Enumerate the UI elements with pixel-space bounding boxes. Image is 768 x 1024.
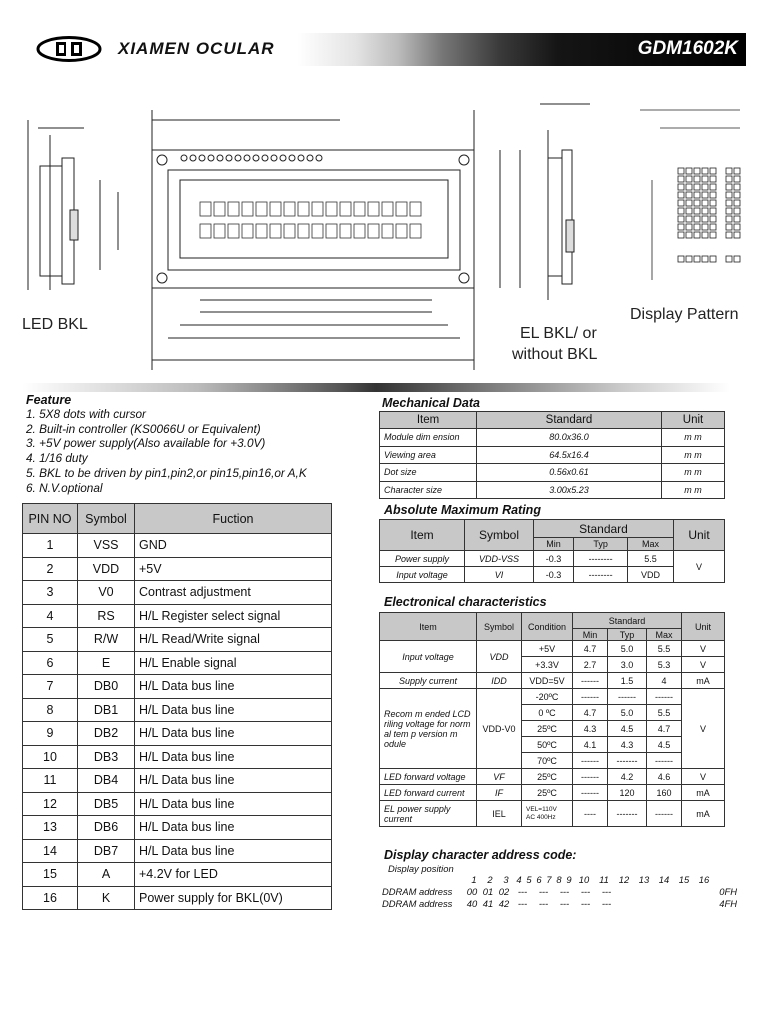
ele-unit: mA bbox=[682, 785, 725, 801]
ele-typ: 120 bbox=[608, 785, 647, 801]
position-number: 13 bbox=[638, 874, 650, 885]
pin-function: Contrast adjustment bbox=[135, 581, 332, 605]
table-row bbox=[23, 628, 332, 652]
ele-min: 2.7 bbox=[573, 657, 608, 673]
ele-max: 160 bbox=[646, 785, 681, 801]
ddram-row-1 bbox=[382, 886, 737, 897]
position-number: 11 bbox=[599, 874, 609, 885]
ele-item: Supply current bbox=[380, 673, 477, 689]
abs-standard-header: Standard bbox=[534, 520, 674, 538]
ele-max: ------ bbox=[646, 753, 681, 769]
table-row bbox=[380, 429, 725, 447]
ddram-address: --- bbox=[601, 898, 612, 909]
ele-symbol: IEL bbox=[477, 801, 522, 827]
table-row bbox=[23, 745, 332, 769]
table-row bbox=[380, 464, 725, 482]
position-number: 9 bbox=[566, 874, 572, 885]
ele-max-header: Max bbox=[646, 629, 681, 641]
position-number: 7 bbox=[546, 874, 552, 885]
pin-number: 6 bbox=[23, 651, 78, 675]
abs-min-header: Min bbox=[534, 538, 574, 551]
table-row bbox=[380, 689, 725, 705]
ele-min: ------ bbox=[573, 689, 608, 705]
table-row bbox=[380, 769, 725, 785]
mechanical-table bbox=[379, 411, 725, 499]
ele-typ: 5.0 bbox=[608, 705, 647, 721]
ddram-address: --- bbox=[517, 886, 528, 897]
ele-unit: V bbox=[682, 641, 725, 657]
mech-unit: m m bbox=[662, 481, 725, 499]
mech-unit: m m bbox=[662, 464, 725, 482]
pin-number: 9 bbox=[23, 722, 78, 746]
abs-max-header: Max bbox=[628, 538, 674, 551]
mech-item: Dot size bbox=[380, 464, 477, 482]
abs-item: Power supply bbox=[380, 551, 465, 567]
ele-condition: VDD=5V bbox=[522, 673, 573, 689]
pin-function: GND bbox=[135, 534, 332, 558]
pin-symbol: E bbox=[78, 651, 135, 675]
feature-list bbox=[26, 407, 307, 495]
abs-max: 5.5 bbox=[628, 551, 674, 567]
pin-symbol: R/W bbox=[78, 628, 135, 652]
table-row bbox=[23, 792, 332, 816]
ddram-address: 00 bbox=[466, 886, 478, 897]
header-banner bbox=[22, 33, 746, 66]
ele-symbol: VDD-V0 bbox=[477, 689, 522, 769]
pin-symbol: A bbox=[78, 863, 135, 887]
mechanical-title: Mechanical Data bbox=[382, 396, 480, 410]
position-number: 2 bbox=[487, 874, 493, 885]
ddram-label: DDRAM address bbox=[382, 898, 453, 909]
table-row bbox=[23, 698, 332, 722]
mechanical-drawing bbox=[0, 80, 768, 380]
ddram-address: --- bbox=[559, 898, 570, 909]
table-row bbox=[23, 651, 332, 675]
symbol-header: Symbol bbox=[78, 504, 135, 534]
table-row bbox=[380, 567, 725, 583]
mech-item: Character size bbox=[380, 481, 477, 499]
pin-function: H/L Data bus line bbox=[135, 698, 332, 722]
position-number: 10 bbox=[578, 874, 590, 885]
pin-number: 10 bbox=[23, 745, 78, 769]
pin-number: 2 bbox=[23, 557, 78, 581]
ele-max: 5.3 bbox=[646, 657, 681, 673]
ele-symbol: VDD bbox=[477, 641, 522, 673]
ele-typ-header: Typ bbox=[608, 629, 647, 641]
ele-unit: V bbox=[682, 657, 725, 673]
led-bkl-label: LED BKL bbox=[22, 316, 88, 333]
pin-symbol: DB0 bbox=[78, 675, 135, 699]
ele-symbol: IDD bbox=[477, 673, 522, 689]
ele-condition: 25ºC bbox=[522, 721, 573, 737]
pin-number: 3 bbox=[23, 581, 78, 605]
absolute-title: Absolute Maximum Rating bbox=[384, 503, 541, 517]
abs-item: Input voltage bbox=[380, 567, 465, 583]
table-row bbox=[23, 863, 332, 887]
ele-symbol: VF bbox=[477, 769, 522, 785]
table-row bbox=[380, 551, 725, 567]
pin-symbol: DB4 bbox=[78, 769, 135, 793]
pin-function: H/L Data bus line bbox=[135, 792, 332, 816]
standard-header: Standard bbox=[477, 412, 662, 429]
ddram-address: --- bbox=[559, 886, 570, 897]
ele-min: 4.7 bbox=[573, 641, 608, 657]
table-row bbox=[380, 446, 725, 464]
position-number: 8 bbox=[556, 874, 562, 885]
electrical-table bbox=[379, 612, 725, 827]
pin-function: +4.2V for LED bbox=[135, 863, 332, 887]
position-row bbox=[466, 874, 714, 885]
abs-item-header: Item bbox=[380, 520, 465, 551]
abs-min: -0.3 bbox=[534, 551, 574, 567]
table-row bbox=[380, 481, 725, 499]
table-row bbox=[23, 557, 332, 581]
position-number: 14 bbox=[658, 874, 670, 885]
pin-number: 12 bbox=[23, 792, 78, 816]
ele-max: 4.5 bbox=[646, 737, 681, 753]
pin-symbol: K bbox=[78, 886, 135, 910]
ele-item: Input voltage bbox=[380, 641, 477, 673]
pin-symbol: DB5 bbox=[78, 792, 135, 816]
display-position-label: Display position bbox=[388, 863, 454, 874]
ele-item: LED forward current bbox=[380, 785, 477, 801]
table-row bbox=[23, 581, 332, 605]
ele-typ: 3.0 bbox=[608, 657, 647, 673]
pin-number: 1 bbox=[23, 534, 78, 558]
position-number: 1 bbox=[471, 874, 477, 885]
feature-item: 2. Built-in controller (KS0066U or Equivalent) bbox=[26, 421, 261, 436]
ddram-address: 42 bbox=[498, 898, 510, 909]
ele-min: ------ bbox=[573, 785, 608, 801]
table-row bbox=[380, 801, 725, 827]
ele-typ: 4.5 bbox=[608, 721, 647, 737]
function-header: Fuction bbox=[135, 504, 332, 534]
pin-number: 15 bbox=[23, 863, 78, 887]
position-number: 16 bbox=[698, 874, 710, 885]
ddram-address: 0FH bbox=[719, 886, 737, 897]
pin-function: H/L Data bus line bbox=[135, 769, 332, 793]
table-row bbox=[380, 641, 725, 657]
pin-number: 8 bbox=[23, 698, 78, 722]
table-row bbox=[23, 769, 332, 793]
mech-value: 64.5x16.4 bbox=[477, 446, 662, 464]
mech-value: 3.00x5.23 bbox=[477, 481, 662, 499]
ele-max: 4.7 bbox=[646, 721, 681, 737]
abs-symbol: VDD-VSS bbox=[465, 551, 534, 567]
ele-max: 5.5 bbox=[646, 705, 681, 721]
ele-max: 5.5 bbox=[646, 641, 681, 657]
table-row bbox=[23, 604, 332, 628]
address-title: Display character address code: bbox=[384, 848, 577, 862]
ele-symbol-header: Symbol bbox=[477, 613, 522, 641]
ele-condition: 70ºC bbox=[522, 753, 573, 769]
feature-item: 1. 5X8 dots with cursor bbox=[26, 407, 146, 421]
pin-number: 4 bbox=[23, 604, 78, 628]
pin-number: 7 bbox=[23, 675, 78, 699]
abs-symbol: VI bbox=[465, 567, 534, 583]
position-number: 4 bbox=[516, 874, 522, 885]
abs-min: -0.3 bbox=[534, 567, 574, 583]
pin-number: 16 bbox=[23, 886, 78, 910]
ele-typ: 4.2 bbox=[608, 769, 647, 785]
ele-unit: mA bbox=[682, 801, 725, 827]
feature-item: 4. 1/16 duty bbox=[26, 451, 88, 466]
ele-min: ------ bbox=[573, 753, 608, 769]
ele-min: 4.7 bbox=[573, 705, 608, 721]
ele-typ: 5.0 bbox=[608, 641, 647, 657]
ele-item: Recom m ended LCD riling voltage for norm al tem p version m odule bbox=[380, 689, 477, 769]
feature-item: 6. N.V.optional bbox=[26, 480, 103, 495]
mech-item: Module dim ension bbox=[380, 429, 477, 447]
position-number: 3 bbox=[503, 874, 509, 885]
ele-condition: VEL=110V bbox=[526, 805, 557, 813]
model-number: GDM1602K bbox=[637, 38, 738, 59]
abs-unit-header: Unit bbox=[674, 520, 725, 551]
position-number: 15 bbox=[678, 874, 690, 885]
pin-function: H/L Data bus line bbox=[135, 675, 332, 699]
pin-function: H/L Data bus line bbox=[135, 839, 332, 863]
table-row bbox=[380, 785, 725, 801]
table-row bbox=[23, 886, 332, 910]
ddram-address: 02 bbox=[498, 886, 510, 897]
pin-number: 13 bbox=[23, 816, 78, 840]
ele-item: EL power supply current bbox=[380, 801, 477, 827]
pin-number: 14 bbox=[23, 839, 78, 863]
position-number: 12 bbox=[618, 874, 630, 885]
divider-bar bbox=[22, 383, 730, 392]
ele-typ: 4.3 bbox=[608, 737, 647, 753]
ddram-address: 01 bbox=[482, 886, 494, 897]
table-row bbox=[23, 839, 332, 863]
table-row bbox=[23, 722, 332, 746]
mech-value: 80.0x36.0 bbox=[477, 429, 662, 447]
mech-unit: m m bbox=[662, 429, 725, 447]
item-header: Item bbox=[380, 412, 477, 429]
ele-min: ---- bbox=[573, 801, 608, 827]
ele-min-header: Min bbox=[573, 629, 608, 641]
abs-unit: V bbox=[674, 551, 725, 583]
display-pattern-label: Display Pattern bbox=[630, 306, 739, 323]
pin-function: H/L Data bus line bbox=[135, 722, 332, 746]
pin-symbol: V0 bbox=[78, 581, 135, 605]
pin-no-header: PIN NO bbox=[23, 504, 78, 534]
pin-function: H/L Read/Write signal bbox=[135, 628, 332, 652]
ele-item: LED forward voltage bbox=[380, 769, 477, 785]
table-row bbox=[380, 673, 725, 689]
table-row bbox=[23, 675, 332, 699]
ele-condition: +5V bbox=[522, 641, 573, 657]
pin-symbol: VSS bbox=[78, 534, 135, 558]
ddram-address: --- bbox=[538, 886, 549, 897]
ele-typ: 1.5 bbox=[608, 673, 647, 689]
ddram-address: 4FH bbox=[719, 898, 737, 909]
feature-item: 3. +5V power supply(Also available for +3.0V) bbox=[26, 436, 266, 451]
company-logo-icon bbox=[36, 36, 102, 62]
ddram-row-2 bbox=[382, 898, 737, 909]
ele-unit: V bbox=[682, 769, 725, 785]
ele-typ: ------- bbox=[608, 753, 647, 769]
ele-max: 4 bbox=[646, 673, 681, 689]
ele-min: ------ bbox=[573, 673, 608, 689]
ddram-address: 40 bbox=[466, 898, 478, 909]
ele-unit: V bbox=[682, 689, 725, 769]
pin-function: +5V bbox=[135, 557, 332, 581]
pin-symbol: DB6 bbox=[78, 816, 135, 840]
ddram-address: 41 bbox=[482, 898, 494, 909]
pin-symbol: DB1 bbox=[78, 698, 135, 722]
pin-function: H/L Data bus line bbox=[135, 816, 332, 840]
ele-min: 4.1 bbox=[573, 737, 608, 753]
pin-table bbox=[22, 503, 332, 910]
ele-condition: -20ºC bbox=[522, 689, 573, 705]
ele-typ: ------ bbox=[608, 689, 647, 705]
pin-function: H/L Enable signal bbox=[135, 651, 332, 675]
position-number: 6 bbox=[536, 874, 542, 885]
company-name: XIAMEN OCULAR bbox=[118, 39, 275, 58]
el-bkl-label-2: without BKL bbox=[512, 346, 598, 363]
position-number: 5 bbox=[526, 874, 532, 885]
electrical-title: Electronical characteristics bbox=[384, 595, 547, 609]
ele-standard-header: Standard bbox=[573, 613, 682, 629]
ele-symbol: IF bbox=[477, 785, 522, 801]
ddram-address: --- bbox=[601, 886, 612, 897]
abs-max: VDD bbox=[628, 567, 674, 583]
feature-title: Feature bbox=[26, 393, 72, 407]
ele-max: ------ bbox=[646, 801, 681, 827]
ddram-address: --- bbox=[538, 898, 549, 909]
pin-symbol: DB3 bbox=[78, 745, 135, 769]
ddram-label: DDRAM address bbox=[382, 886, 453, 897]
pin-function: H/L Data bus line bbox=[135, 745, 332, 769]
pin-function: H/L Register select signal bbox=[135, 604, 332, 628]
el-bkl-label-1: EL BKL/ or bbox=[520, 325, 597, 342]
ele-max: ------ bbox=[646, 689, 681, 705]
pin-symbol: DB2 bbox=[78, 722, 135, 746]
ele-unit: mA bbox=[682, 673, 725, 689]
ele-min: 4.3 bbox=[573, 721, 608, 737]
ele-unit-header: Unit bbox=[682, 613, 725, 641]
table-row bbox=[23, 534, 332, 558]
ele-typ: ------- bbox=[608, 801, 647, 827]
table-row bbox=[23, 816, 332, 840]
pin-number: 5 bbox=[23, 628, 78, 652]
feature-item: 5. BKL to be driven by pin1,pin2,or pin15,pin16,or A,K bbox=[26, 465, 307, 480]
ele-condition: 0 ºC bbox=[522, 705, 573, 721]
ele-min: ------ bbox=[573, 769, 608, 785]
mech-value: 0.56x0.61 bbox=[477, 464, 662, 482]
pin-number: 11 bbox=[23, 769, 78, 793]
abs-typ: -------- bbox=[574, 567, 628, 583]
ele-condition-header: Condition bbox=[522, 613, 573, 641]
ele-item-header: Item bbox=[380, 613, 477, 641]
ele-condition: 25ºC bbox=[522, 785, 573, 801]
ddram-address: --- bbox=[517, 898, 528, 909]
ele-condition: +3.3V bbox=[522, 657, 573, 673]
ddram-address: --- bbox=[580, 886, 591, 897]
unit-header: Unit bbox=[662, 412, 725, 429]
pin-symbol: RS bbox=[78, 604, 135, 628]
pin-function: Power supply for BKL(0V) bbox=[135, 886, 332, 910]
abs-typ: -------- bbox=[574, 551, 628, 567]
abs-symbol-header: Symbol bbox=[465, 520, 534, 551]
mech-item: Viewing area bbox=[380, 446, 477, 464]
ele-condition: 50ºC bbox=[522, 737, 573, 753]
ele-max: 4.6 bbox=[646, 769, 681, 785]
ddram-address: --- bbox=[580, 898, 591, 909]
ele-condition: 25ºC bbox=[522, 769, 573, 785]
mech-unit: m m bbox=[662, 446, 725, 464]
absolute-table bbox=[379, 519, 725, 583]
abs-typ-header: Typ bbox=[574, 538, 628, 551]
pin-symbol: DB7 bbox=[78, 839, 135, 863]
ele-condition: AC 400Hz bbox=[526, 813, 556, 821]
pin-symbol: VDD bbox=[78, 557, 135, 581]
